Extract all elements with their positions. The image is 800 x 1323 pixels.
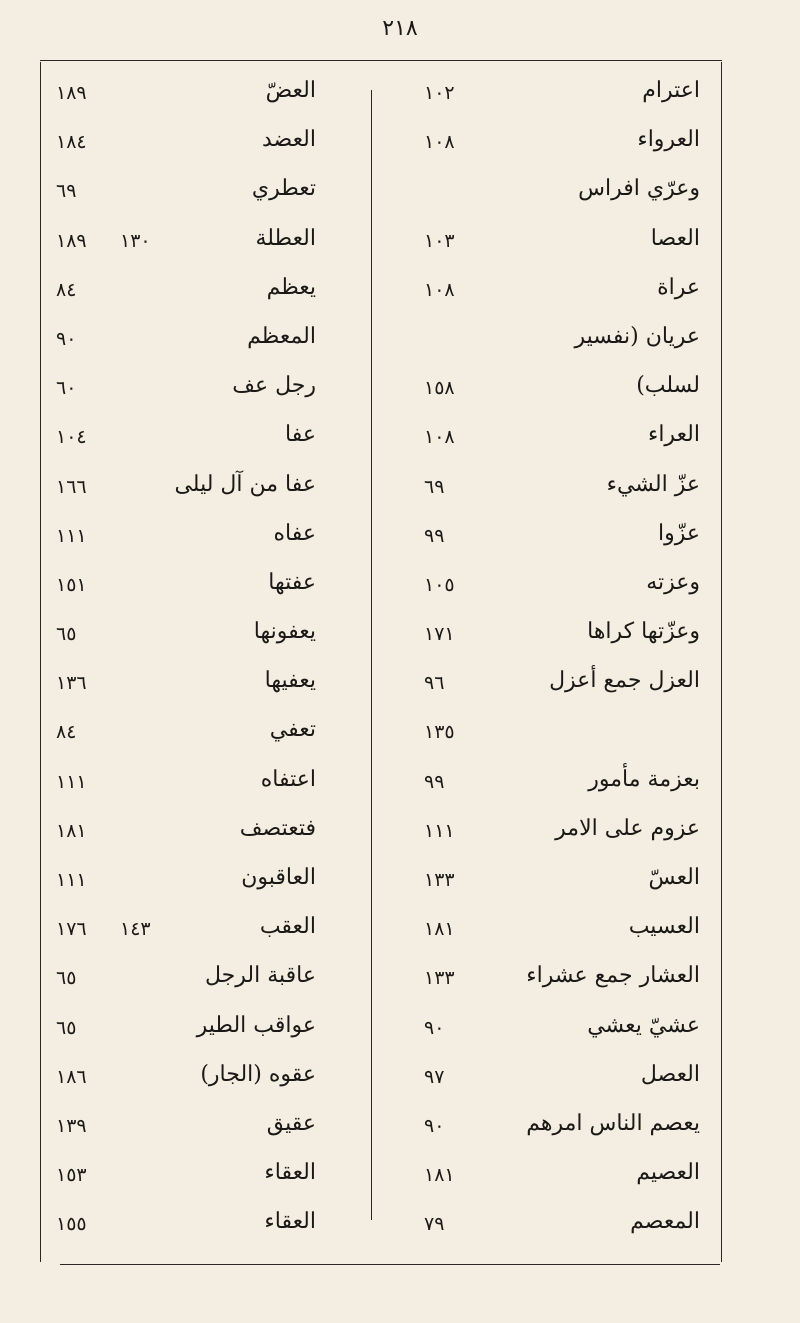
entry-word: عزوم على الامر xyxy=(555,815,700,841)
index-entry xyxy=(48,269,364,318)
index-entry xyxy=(48,220,364,269)
entry-word: العرواء xyxy=(637,127,700,153)
entry-page-ref: ١٠٥ xyxy=(424,573,455,596)
entry-page-ref: ٩٩ xyxy=(424,524,445,547)
entry-page-ref: ١٠٨ xyxy=(424,278,455,301)
index-entry xyxy=(378,1007,708,1056)
entry-word: وعزّتها كراها xyxy=(587,619,700,645)
entry-page-ref: ١٣٣ xyxy=(424,967,455,990)
bottom-rule xyxy=(60,1264,720,1265)
index-entry xyxy=(378,121,708,170)
entry-page-ref: ٦٠ xyxy=(56,377,77,400)
index-entry xyxy=(378,1105,708,1154)
index-entry xyxy=(48,761,364,810)
entry-page-ref: ٩٧ xyxy=(424,1065,445,1088)
entry-page-ref: ١١١ xyxy=(56,869,87,891)
right-frame-rule xyxy=(721,62,722,1262)
entry-word: عقوه (الجار) xyxy=(200,1061,316,1087)
entry-word: تعفي xyxy=(269,717,316,743)
entry-page-ref: ٧٩ xyxy=(424,1213,445,1236)
entry-page-ref: ١٠٢ xyxy=(424,82,455,104)
entry-page-ref: ١٨٦ xyxy=(56,1065,87,1088)
index-entry xyxy=(378,515,708,564)
entry-word: يعصم الناس امرهم xyxy=(526,1110,700,1136)
index-entry xyxy=(48,466,364,515)
entry-page-ref: ١٥١ xyxy=(56,573,87,596)
entry-page-ref: ١١١ xyxy=(56,770,87,793)
entry-page-ref: ١٨٤ xyxy=(56,131,87,154)
entry-page-ref: ١٣٩ xyxy=(56,1114,87,1137)
index-entry xyxy=(48,859,364,908)
entry-page-ref: ١١١ xyxy=(56,524,87,547)
entry-page-ref: ١٠٨ xyxy=(424,426,455,449)
index-entry xyxy=(378,1056,708,1105)
index-entry xyxy=(48,711,364,760)
page-number: ٢١٨ xyxy=(382,16,418,41)
entry-page-ref: ٦٩ xyxy=(56,180,77,203)
entry-word: عزّوا xyxy=(657,520,700,546)
left-frame-rule xyxy=(40,62,41,1262)
entry-word: رجل عف xyxy=(232,373,316,399)
index-entry xyxy=(48,1203,364,1252)
entry-page-ref: ١٠٣ xyxy=(424,229,455,252)
entry-word: عراة xyxy=(657,274,700,300)
entry-word: يعفيها xyxy=(264,668,316,694)
entry-word: عواقب الطير xyxy=(196,1012,316,1038)
entry-word: عفتها xyxy=(268,569,316,595)
index-entry xyxy=(48,515,364,564)
index-entry xyxy=(48,908,364,957)
entry-word: لسلب) xyxy=(636,373,700,399)
index-entry xyxy=(48,564,364,613)
entry-page-ref: ٦٥ xyxy=(56,967,77,990)
entry-word: العزل جمع أعزل xyxy=(549,668,700,694)
entry-word: عريان (نفسير xyxy=(574,323,700,349)
entry-page-ref: ١٨٩ xyxy=(56,229,87,252)
column-divider xyxy=(371,90,372,1220)
index-entry xyxy=(48,957,364,1006)
entry-word: فتعتصف xyxy=(239,815,316,841)
index-entry xyxy=(48,810,364,859)
entry-page-ref-secondary: ١٣٠ xyxy=(120,229,151,252)
entry-word: وعرّي افراس xyxy=(578,176,700,202)
entry-page-ref: ٦٩ xyxy=(424,475,445,498)
entry-page-ref: ١٥٨ xyxy=(424,377,455,400)
index-entry xyxy=(48,170,364,219)
index-entry xyxy=(48,1105,364,1154)
index-entry xyxy=(378,810,708,859)
entry-page-ref: ٨٤ xyxy=(56,721,77,744)
entry-word: تعطري xyxy=(251,176,316,202)
entry-page-ref: ١٨١ xyxy=(56,819,87,842)
entry-page-ref: ٩٦ xyxy=(424,672,445,695)
entry-page-ref: ١٠٤ xyxy=(56,426,87,449)
index-entry xyxy=(378,613,708,662)
entry-page-ref: ٦٥ xyxy=(56,1016,77,1039)
index-entry xyxy=(378,957,708,1006)
index-entry xyxy=(48,1154,364,1203)
entry-word: العقاء xyxy=(264,1160,316,1186)
entry-word: اعتفاه xyxy=(260,766,316,792)
index-entry xyxy=(378,220,708,269)
entry-page-ref: ١٥٥ xyxy=(56,1213,87,1236)
entry-word: العسّ xyxy=(648,865,700,890)
index-entry xyxy=(378,318,708,367)
entry-word: بعزمة مأمور xyxy=(588,766,700,792)
index-entry xyxy=(378,269,708,318)
index-entry xyxy=(378,859,708,908)
entry-page-ref: ١٧٦ xyxy=(56,918,87,941)
left-index-column xyxy=(48,72,364,1253)
entry-word: العصا xyxy=(650,225,700,251)
index-entry xyxy=(378,1203,708,1252)
entry-page-ref: ٨٤ xyxy=(56,278,77,301)
entry-word: العضّ xyxy=(265,78,316,103)
entry-page-ref: ١٨١ xyxy=(424,918,455,941)
index-entry xyxy=(48,121,364,170)
index-entry xyxy=(378,564,708,613)
entry-page-ref: ١٧١ xyxy=(424,623,455,646)
entry-word: العراء xyxy=(647,422,700,448)
entry-word: العطلة xyxy=(255,225,316,251)
index-entry xyxy=(378,170,708,219)
index-entry xyxy=(378,662,708,711)
entry-page-ref: ١١١ xyxy=(424,819,455,842)
index-entry xyxy=(378,711,708,760)
entry-word: العضد xyxy=(261,127,316,153)
entry-word: المعظم xyxy=(247,323,316,349)
entry-word: العاقبون xyxy=(241,865,316,890)
entry-page-ref: ١٦٦ xyxy=(56,475,87,498)
index-entry xyxy=(48,367,364,416)
index-entry xyxy=(48,662,364,711)
index-entry xyxy=(48,416,364,465)
entry-page-ref: ١٥٣ xyxy=(56,1164,87,1187)
entry-word: عشيّ يعشي xyxy=(587,1012,700,1038)
entry-word: المعصم xyxy=(630,1209,700,1235)
entry-page-ref: ١٣٥ xyxy=(424,721,455,744)
entry-word: العقب xyxy=(259,914,316,940)
index-entry xyxy=(48,318,364,367)
entry-word: يعفونها xyxy=(253,619,316,645)
entry-word: عفاه xyxy=(273,520,316,546)
entry-word: العقاء xyxy=(264,1209,316,1235)
entry-page-ref: ١٨٩ xyxy=(56,82,87,104)
entry-page-ref: ٩٠ xyxy=(424,1114,445,1137)
entry-word: يعظم xyxy=(266,274,316,300)
entry-page-ref: ١٠٨ xyxy=(424,131,455,154)
index-entry xyxy=(48,1056,364,1105)
entry-page-ref-secondary: ١٤٣ xyxy=(120,918,151,941)
top-rule xyxy=(40,60,722,61)
entry-word: عاقبة الرجل xyxy=(205,963,316,989)
entry-page-ref: ٩٩ xyxy=(424,770,445,793)
index-entry xyxy=(378,1154,708,1203)
index-entry xyxy=(378,72,708,121)
right-index-column xyxy=(378,72,708,1253)
entry-word: العشار جمع عشراء xyxy=(526,963,700,989)
index-entry xyxy=(48,613,364,662)
entry-word: عزّ الشيء xyxy=(606,471,700,497)
index-entry xyxy=(378,908,708,957)
entry-word: العصل xyxy=(640,1061,700,1087)
entry-word: العصيم xyxy=(636,1160,700,1186)
index-entry xyxy=(378,367,708,416)
entry-word: عفا xyxy=(285,422,316,448)
entry-page-ref: ١٣٣ xyxy=(424,869,455,891)
entry-word: اعترام xyxy=(642,78,700,103)
index-entry xyxy=(378,761,708,810)
entry-word: عقيق xyxy=(266,1110,316,1136)
entry-word: وعزته xyxy=(646,569,700,595)
entry-page-ref: ١٣٦ xyxy=(56,672,87,695)
index-entry xyxy=(378,466,708,515)
entry-word: العسيب xyxy=(628,914,700,940)
index-entry xyxy=(48,72,364,121)
entry-page-ref: ١٨١ xyxy=(424,1164,455,1187)
entry-page-ref: ٩٠ xyxy=(424,1016,445,1039)
index-entry xyxy=(378,416,708,465)
index-entry xyxy=(48,1007,364,1056)
entry-word: عفا من آل ليلى xyxy=(174,471,316,497)
entry-page-ref: ٦٥ xyxy=(56,623,77,646)
entry-page-ref: ٩٠ xyxy=(56,327,77,350)
